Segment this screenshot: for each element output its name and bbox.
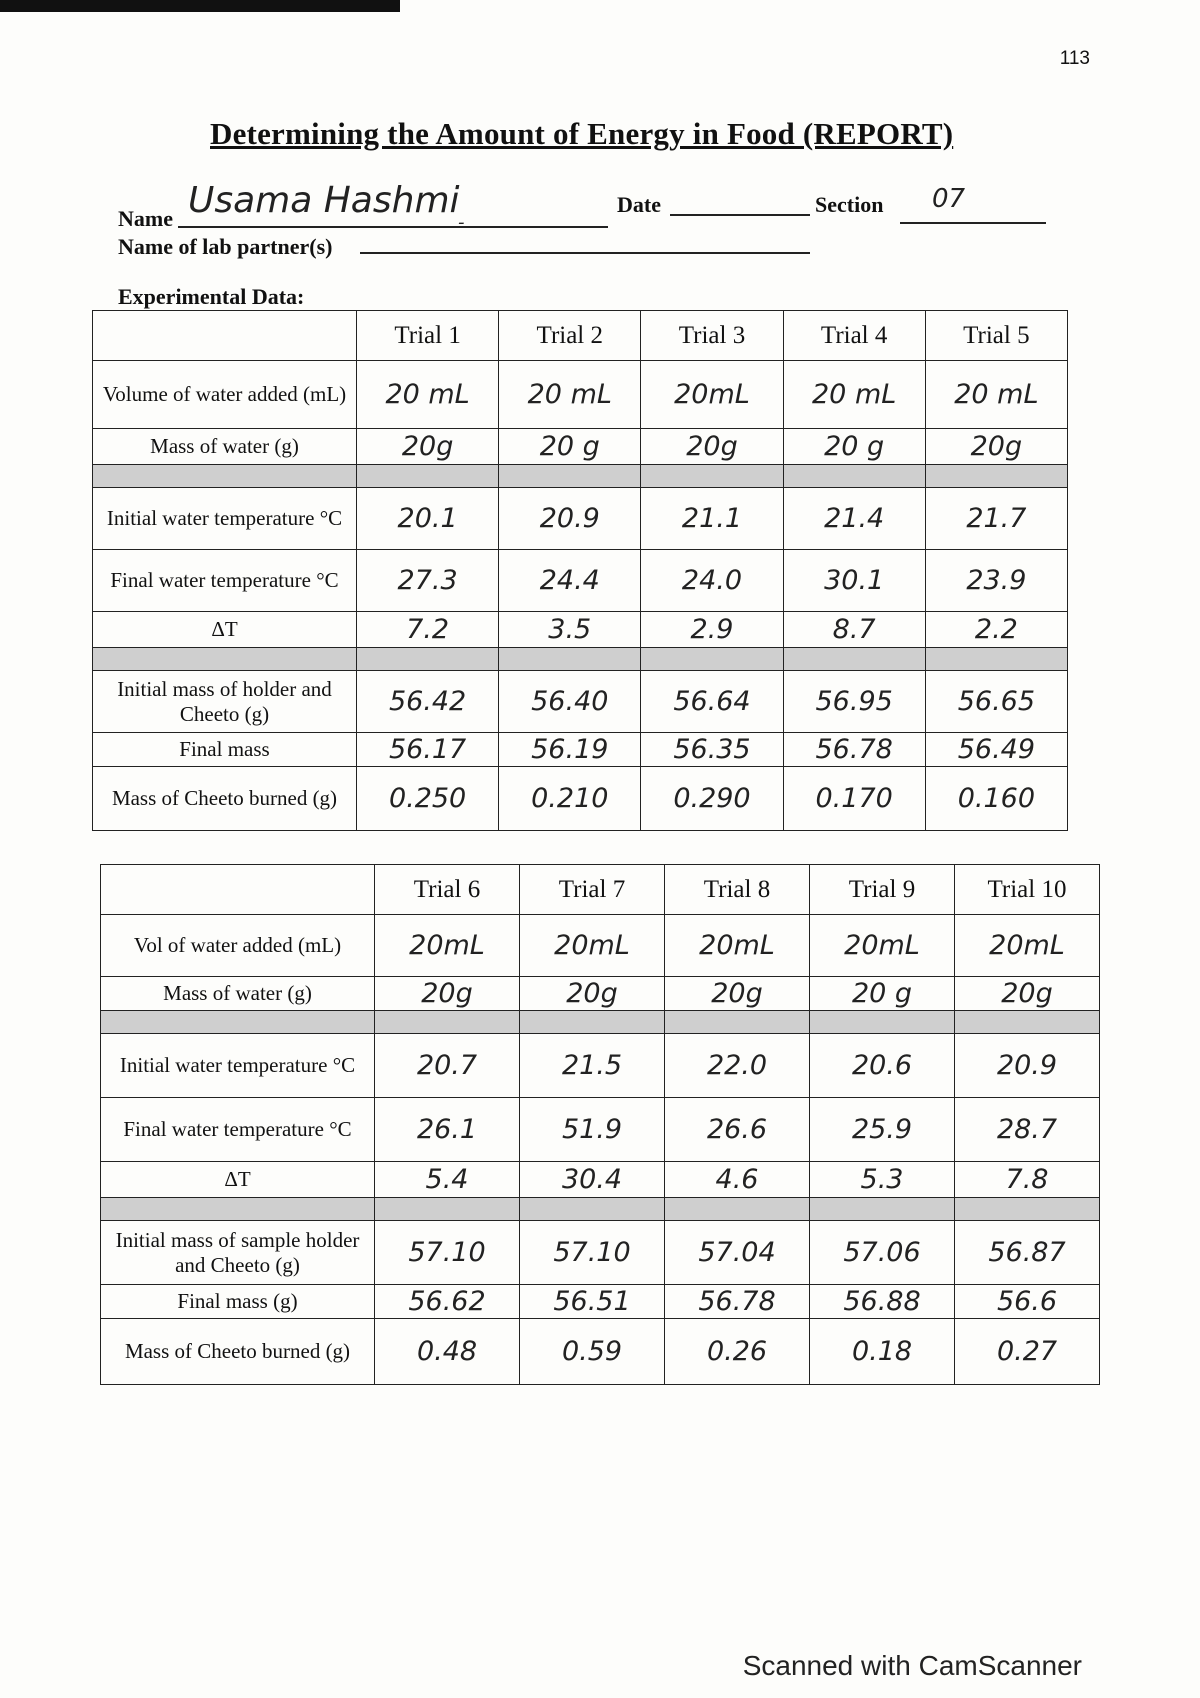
cell-value: 28.7 bbox=[955, 1098, 1100, 1162]
cell-value: 20mL bbox=[641, 361, 783, 429]
table-row-delta-t bbox=[93, 612, 1068, 648]
cell-value: 0.290 bbox=[641, 767, 783, 831]
separator-row bbox=[93, 648, 1068, 671]
row-label: Mass of water (g) bbox=[101, 977, 375, 1011]
row-label: Final mass bbox=[93, 733, 357, 767]
trial-header: Trial 4 bbox=[783, 311, 925, 361]
table-row-final-mass bbox=[93, 733, 1068, 767]
name-value: Usama Hashmi bbox=[188, 180, 460, 221]
cell-value: 20 g bbox=[499, 429, 641, 465]
row-label: Initial mass of holder and Cheeto (g) bbox=[93, 671, 357, 733]
trial-header: Trial 5 bbox=[925, 311, 1067, 361]
cell-value: 20 mL bbox=[925, 361, 1067, 429]
row-label: Initial water temperature °C bbox=[101, 1034, 375, 1098]
cell-value: 56.49 bbox=[925, 733, 1067, 767]
cell-value: 24.0 bbox=[641, 550, 783, 612]
cell-value: 57.04 bbox=[665, 1221, 810, 1285]
corner-cell bbox=[93, 311, 357, 361]
section-value: 07 bbox=[932, 184, 966, 214]
name-line bbox=[178, 226, 608, 228]
cell-value: 26.1 bbox=[375, 1098, 520, 1162]
cell-value: 20 mL bbox=[357, 361, 499, 429]
table-row-mass-burned bbox=[93, 767, 1068, 831]
cell-value: 0.26 bbox=[665, 1319, 810, 1385]
cell-value: 56.95 bbox=[783, 671, 925, 733]
row-label: ΔT bbox=[93, 612, 357, 648]
table-row-initial-mass bbox=[93, 671, 1068, 733]
cell-value: 0.210 bbox=[499, 767, 641, 831]
table-row-final-temp bbox=[101, 1098, 1100, 1162]
row-label: Final water temperature °C bbox=[101, 1098, 375, 1162]
cell-value: 57.10 bbox=[375, 1221, 520, 1285]
cell-value: 56.42 bbox=[357, 671, 499, 733]
table-row-initial-temp bbox=[93, 488, 1068, 550]
cell-value: 7.2 bbox=[357, 612, 499, 648]
trial-header: Trial 2 bbox=[499, 311, 641, 361]
table-row-mass-water bbox=[101, 977, 1100, 1011]
cell-value: 56.35 bbox=[641, 733, 783, 767]
trial-header: Trial 8 bbox=[665, 865, 810, 915]
cell-value: 20g bbox=[357, 429, 499, 465]
cell-value: 20mL bbox=[955, 915, 1100, 977]
table-row-volume bbox=[93, 361, 1068, 429]
cell-value: 20mL bbox=[375, 915, 520, 977]
name-label: Name bbox=[118, 206, 173, 231]
cell-value: 20 mL bbox=[783, 361, 925, 429]
cell-value: 5.4 bbox=[375, 1162, 520, 1198]
cell-value: 56.19 bbox=[499, 733, 641, 767]
data-table-trials-1-5 bbox=[92, 310, 1068, 831]
cell-value: 20.7 bbox=[375, 1034, 520, 1098]
cell-value: 0.18 bbox=[810, 1319, 955, 1385]
cell-value: 20 g bbox=[810, 977, 955, 1011]
date-line bbox=[670, 214, 810, 216]
cell-value: 20g bbox=[955, 977, 1100, 1011]
cell-value: 20mL bbox=[665, 915, 810, 977]
cell-value: 20g bbox=[665, 977, 810, 1011]
cell-value: 8.7 bbox=[783, 612, 925, 648]
cell-value: 4.6 bbox=[665, 1162, 810, 1198]
cell-value: 0.59 bbox=[520, 1319, 665, 1385]
partner-line bbox=[360, 252, 810, 254]
cell-value: 23.9 bbox=[925, 550, 1067, 612]
cell-value: 56.51 bbox=[520, 1285, 665, 1319]
page-title: Determining the Amount of Energy in Food (REPORT) bbox=[210, 116, 954, 151]
cell-value: 20g bbox=[520, 977, 665, 1011]
cell-value: 56.78 bbox=[665, 1285, 810, 1319]
cell-value: 21.7 bbox=[925, 488, 1067, 550]
cell-value: 56.87 bbox=[955, 1221, 1100, 1285]
cell-value: 56.65 bbox=[925, 671, 1067, 733]
scan-edge bbox=[0, 0, 400, 12]
row-label: Final mass (g) bbox=[101, 1285, 375, 1319]
page-number: 113 bbox=[1059, 48, 1090, 69]
cell-value: 21.4 bbox=[783, 488, 925, 550]
cell-value: 20 mL bbox=[499, 361, 641, 429]
cell-value: 25.9 bbox=[810, 1098, 955, 1162]
table-row-volume bbox=[101, 915, 1100, 977]
table-row-mass-water bbox=[93, 429, 1068, 465]
table-row-final-temp bbox=[93, 550, 1068, 612]
row-label: Mass of Cheeto burned (g) bbox=[101, 1319, 375, 1385]
section-label: Section bbox=[815, 192, 884, 217]
corner-cell bbox=[101, 865, 375, 915]
cell-value: 21.5 bbox=[520, 1034, 665, 1098]
cell-value: 56.64 bbox=[641, 671, 783, 733]
cell-value: 2.9 bbox=[641, 612, 783, 648]
cell-value: 0.250 bbox=[357, 767, 499, 831]
cell-value: 20g bbox=[925, 429, 1067, 465]
trial-header: Trial 9 bbox=[810, 865, 955, 915]
data-table-trials-6-10 bbox=[100, 864, 1100, 1385]
cell-value: 20.1 bbox=[357, 488, 499, 550]
cell-value: 20g bbox=[641, 429, 783, 465]
cell-value: 27.3 bbox=[357, 550, 499, 612]
trial-header: Trial 1 bbox=[357, 311, 499, 361]
table-row-delta-t bbox=[101, 1162, 1100, 1198]
cell-value: 30.4 bbox=[520, 1162, 665, 1198]
table-row-mass-burned bbox=[101, 1319, 1100, 1385]
cell-value: 24.4 bbox=[499, 550, 641, 612]
date-label: Date bbox=[617, 192, 661, 217]
trial-header: Trial 7 bbox=[520, 865, 665, 915]
cell-value: 56.6 bbox=[955, 1285, 1100, 1319]
row-label: Vol of water added (mL) bbox=[101, 915, 375, 977]
trial-header: Trial 3 bbox=[641, 311, 783, 361]
cell-value: 5.3 bbox=[810, 1162, 955, 1198]
cell-value: 56.62 bbox=[375, 1285, 520, 1319]
cell-value: 57.10 bbox=[520, 1221, 665, 1285]
table-row-initial-temp bbox=[101, 1034, 1100, 1098]
cell-value: 20mL bbox=[520, 915, 665, 977]
cell-value: 56.17 bbox=[357, 733, 499, 767]
row-label: Initial water temperature °C bbox=[93, 488, 357, 550]
partner-value: - bbox=[458, 212, 465, 233]
scanner-watermark: Scanned with CamScanner bbox=[742, 1650, 1082, 1681]
partner-label: Name of lab partner(s) bbox=[118, 234, 333, 259]
cell-value: 2.2 bbox=[925, 612, 1067, 648]
cell-value: 56.40 bbox=[499, 671, 641, 733]
cell-value: 22.0 bbox=[665, 1034, 810, 1098]
separator-row bbox=[93, 465, 1068, 488]
cell-value: 30.1 bbox=[783, 550, 925, 612]
row-label: Mass of Cheeto burned (g) bbox=[93, 767, 357, 831]
cell-value: 20g bbox=[375, 977, 520, 1011]
table-row-final-mass bbox=[101, 1285, 1100, 1319]
cell-value: 21.1 bbox=[641, 488, 783, 550]
separator-row bbox=[101, 1198, 1100, 1221]
separator-row bbox=[101, 1011, 1100, 1034]
row-label: ΔT bbox=[101, 1162, 375, 1198]
cell-value: 20 g bbox=[783, 429, 925, 465]
row-label: Volume of water added (mL) bbox=[93, 361, 357, 429]
cell-value: 7.8 bbox=[955, 1162, 1100, 1198]
cell-value: 20mL bbox=[810, 915, 955, 977]
cell-value: 3.5 bbox=[499, 612, 641, 648]
cell-value: 51.9 bbox=[520, 1098, 665, 1162]
cell-value: 0.27 bbox=[955, 1319, 1100, 1385]
row-label: Initial mass of sample holder and Cheeto (g) bbox=[101, 1221, 375, 1285]
cell-value: 0.160 bbox=[925, 767, 1067, 831]
header-row bbox=[101, 865, 1100, 915]
cell-value: 20.9 bbox=[499, 488, 641, 550]
cell-value: 0.170 bbox=[783, 767, 925, 831]
cell-value: 20.9 bbox=[955, 1034, 1100, 1098]
trial-header: Trial 10 bbox=[955, 865, 1100, 915]
cell-value: 0.48 bbox=[375, 1319, 520, 1385]
cell-value: 26.6 bbox=[665, 1098, 810, 1162]
cell-value: 56.88 bbox=[810, 1285, 955, 1319]
cell-value: 56.78 bbox=[783, 733, 925, 767]
row-label: Mass of water (g) bbox=[93, 429, 357, 465]
cell-value: 57.06 bbox=[810, 1221, 955, 1285]
section-line bbox=[900, 222, 1046, 224]
trial-header: Trial 6 bbox=[375, 865, 520, 915]
row-label: Final water temperature °C bbox=[93, 550, 357, 612]
table-row-initial-mass bbox=[101, 1221, 1100, 1285]
header-row bbox=[93, 311, 1068, 361]
cell-value: 20.6 bbox=[810, 1034, 955, 1098]
experimental-data-label: Experimental Data: bbox=[118, 284, 305, 309]
